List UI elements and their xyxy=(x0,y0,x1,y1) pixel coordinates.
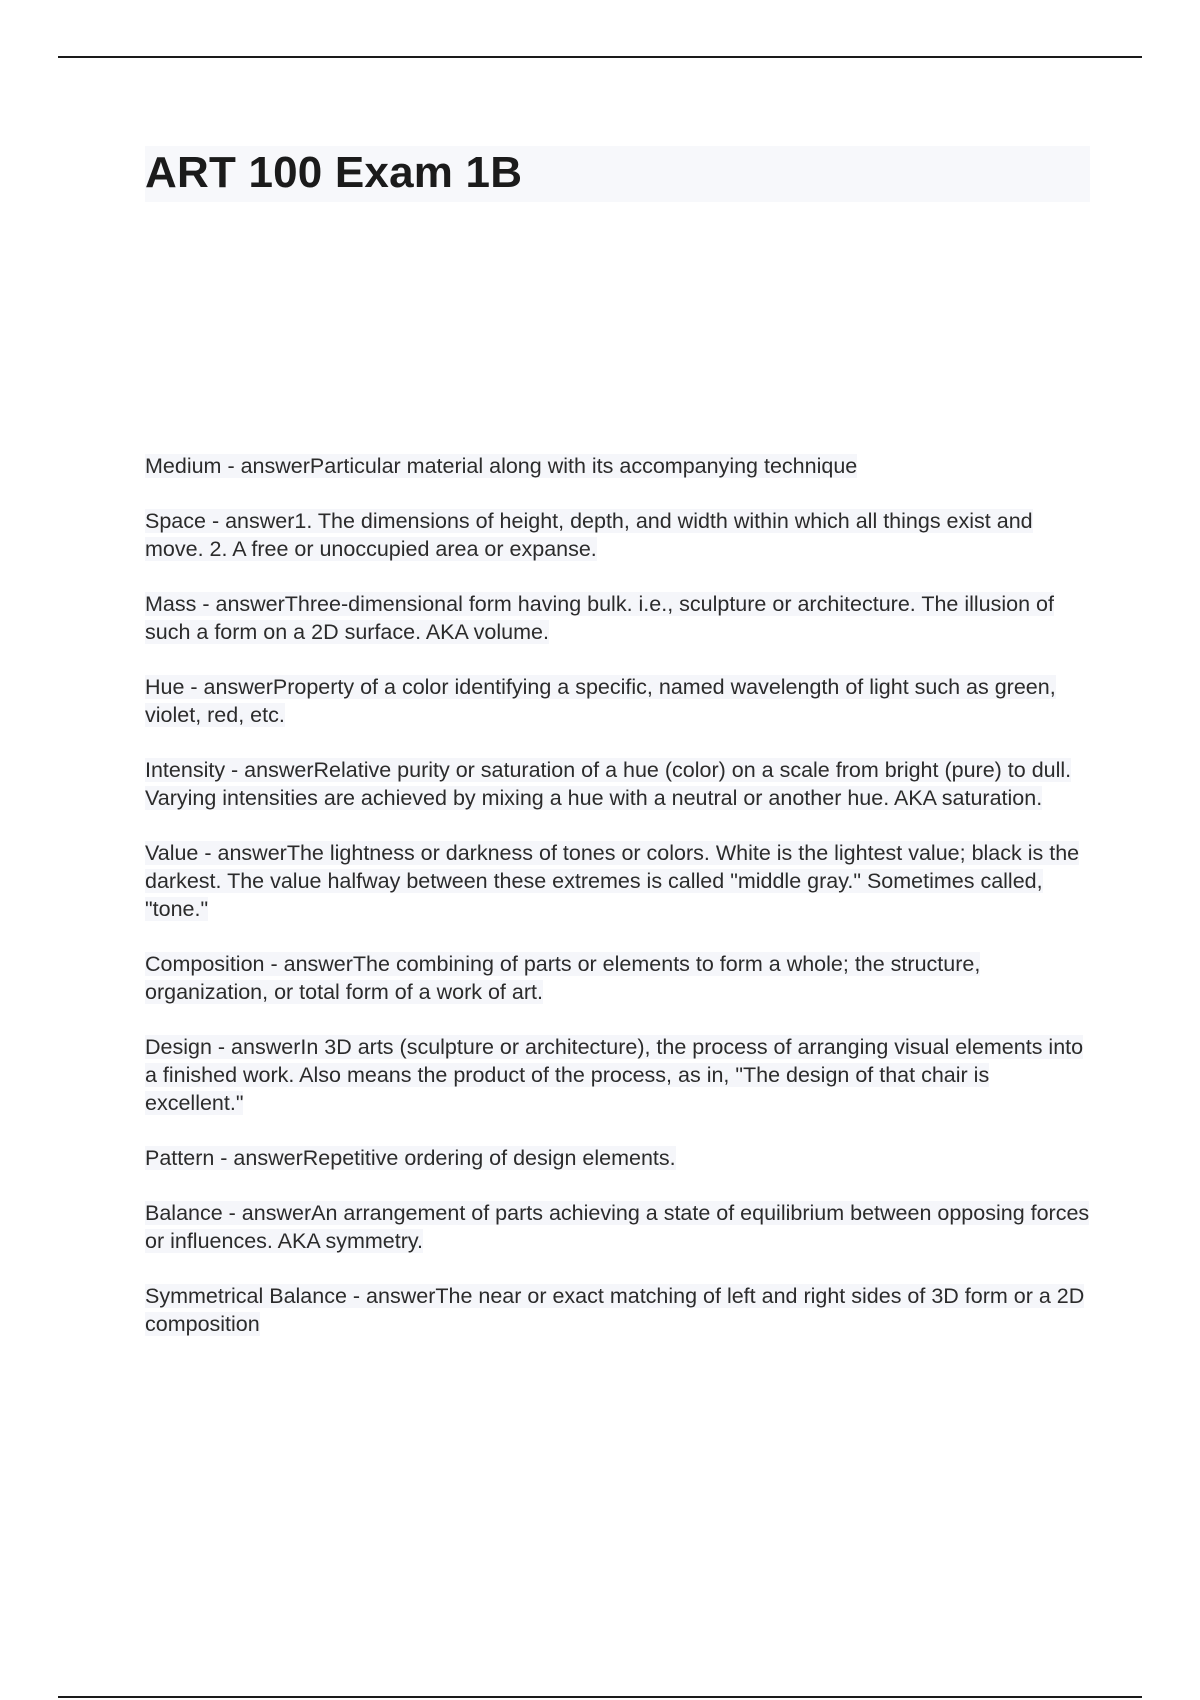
bottom-rule xyxy=(58,1696,1142,1698)
definition: The combining of parts or elements to form a whole; the structure, organization, or total form of a work of art. xyxy=(145,952,981,1004)
term: Design xyxy=(145,1035,212,1059)
definition: Property of a color identifying a specific, named wavelength of light such as green, violet, red, etc. xyxy=(145,675,1056,727)
top-rule xyxy=(58,56,1142,58)
definition: The near or exact matching of left and right sides of 3D form or a 2D composition xyxy=(145,1284,1085,1336)
definition: The lightness or darkness of tones or colors. White is the lightest value; black is the darkest. The value halfway between these extremes is called "middle gray." Sometimes called, "tone." xyxy=(145,841,1080,921)
term: Mass xyxy=(145,592,197,616)
term: Intensity xyxy=(145,758,226,782)
definition: Three-dimensional form having bulk. i.e., sculpture or architecture. The illusion of such a form on a 2D surface. AKA volume. xyxy=(145,592,1054,644)
list-item xyxy=(145,1199,1090,1255)
answer-separator: - answer xyxy=(211,1035,301,1059)
answer-separator: - answer xyxy=(222,1201,312,1225)
term: Balance xyxy=(145,1201,223,1225)
list-item xyxy=(145,590,1090,646)
answer-separator: - answer xyxy=(184,675,273,699)
term: Medium xyxy=(145,454,222,478)
answer-separator: - answer xyxy=(196,592,285,616)
list-item xyxy=(145,507,1090,563)
definition: 1. The dimensions of height, depth, and width within which all things exist and move. 2. A free or unoccupied area or expanse. xyxy=(145,509,1033,561)
answer-separator: - answer xyxy=(205,509,295,533)
definition: Repetitive ordering of design elements. xyxy=(302,1146,676,1170)
definition: An arrangement of parts achieving a state of equilibrium between opposing forces or influences. AKA symmetry. xyxy=(145,1201,1090,1253)
list-item xyxy=(145,1033,1090,1117)
answer-separator: - answer xyxy=(221,454,310,478)
definition: In 3D arts (sculpture or architecture), the process of arranging visual elements into a finished work. Also means the product of the process, as in, "The design of that chair is excellent." xyxy=(145,1035,1084,1115)
definition: Relative purity or saturation of a hue (color) on a scale from bright (pure) to dull. Varying intensities are achieved by mixing a hue with a neutral or another hue. AKA saturation. xyxy=(145,758,1072,810)
answer-separator: - answer xyxy=(264,952,353,976)
list-item xyxy=(145,1144,1090,1172)
list-item xyxy=(145,673,1090,729)
flashcard-list xyxy=(145,452,1090,1365)
term: Space xyxy=(145,509,206,533)
answer-separator: - answer xyxy=(214,1146,303,1170)
answer-separator: - answer xyxy=(198,841,287,865)
term: Hue xyxy=(145,675,185,699)
list-item xyxy=(145,839,1090,923)
list-item xyxy=(145,1282,1090,1338)
list-item xyxy=(145,452,1090,480)
answer-separator: - answer xyxy=(225,758,314,782)
answer-separator: - answer xyxy=(346,1284,436,1308)
document-title: ART 100 Exam 1B xyxy=(145,148,523,197)
list-item xyxy=(145,950,1090,1006)
term: Pattern xyxy=(145,1146,215,1170)
term: Composition xyxy=(145,952,265,976)
list-item xyxy=(145,756,1090,812)
term: Symmetrical Balance xyxy=(145,1284,347,1308)
definition: Particular material along with its accompanying technique xyxy=(309,454,858,478)
term: Value xyxy=(145,841,199,865)
